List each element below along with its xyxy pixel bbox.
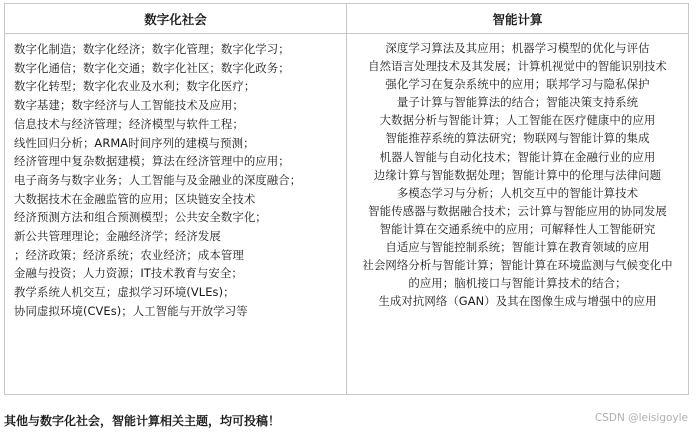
topic-line: 教学系统人机交互；虚拟学习环境(VLEs)；: [14, 285, 235, 300]
topic-line: 生成对抗网络（GAN）及其在图像生成与增强中的应用: [378, 294, 657, 309]
topic-line: 数字基建；数字经济与人工智能技术及应用；: [14, 98, 244, 113]
topics-table: [4, 3, 689, 395]
digital-society-topics: [5, 34, 346, 321]
topic-line: 新公共管理理论；金融经济学；经济发展: [14, 229, 221, 244]
topic-line: 深度学习算法及其应用；机器学习模型的优化与评估: [385, 41, 650, 55]
topic-line: 机器人智能与自动化技术；智能计算在金融行业的应用: [379, 149, 656, 164]
digital-society-cell: [5, 34, 347, 395]
topic-line: 自然语言处理技术及其发展；计算机视觉中的智能识别技术: [368, 59, 667, 74]
topic-line: 多模态学习与分析；人机交互中的智能计算技术: [396, 185, 639, 200]
topic-line: 线性回归分析；ARMA时间序列的建模与预测；: [14, 135, 255, 150]
topic-line: 经济管理中复杂数据建模；算法在经济管理中的应用；: [14, 154, 290, 169]
topic-line: 大数据技术在金融监管的应用；区块链安全技术: [14, 191, 256, 206]
intelligent-computing-topics: [347, 34, 688, 310]
topic-line: 数字化制造；数字化经济；数字化管理；数字化学习；: [14, 42, 290, 56]
topic-line: 经济预测方法和组合预测模型；公共安全数字化；: [14, 210, 267, 225]
topic-line: 智能计算在交通系统中的应用；可解释性人工智能研究: [379, 221, 656, 236]
topic-line: 数字化转型；数字化农业及水利；数字化医疗；: [14, 79, 256, 94]
submission-note: 其他与数字化社会，智能计算相关主题，均可投稿！: [4, 414, 281, 428]
csdn-watermark: CSDN @leisigoyle: [594, 412, 688, 424]
header-row: [5, 4, 689, 34]
topic-line: 金融与投资；人力资源；IT技术教育与安全；: [14, 266, 243, 281]
content-row: [5, 34, 689, 395]
topic-line: 智能传感器与数据融合技术；云计算与智能应用的协同发展: [368, 203, 667, 218]
topic-line: 社会网络分析与智能计算；智能计算在环境监测与气候变化中的应用；脑机接口与智能计算技术的结合；: [362, 258, 673, 291]
topic-line: 电子商务与数字业务；人工智能与及金融业的深度融合；: [14, 172, 302, 187]
topic-line: 量子计算与智能算法的结合；智能决策支持系统: [396, 95, 639, 110]
topic-line: 协同虚拟环境(CVEs)；人工智能与开放学习等: [14, 303, 248, 318]
intelligent-computing-cell: [347, 34, 689, 395]
topic-line: 智能推荐系统的算法研究；物联网与智能计算的集成: [385, 131, 650, 146]
header-digital-society: 数字化社会: [5, 4, 347, 34]
topic-line: 边缘计算与智能数据处理；智能计算中的伦理与法律问题: [373, 167, 662, 182]
topic-line: 数字化通信；数字化交通；数字化社区；数字化政务；: [14, 60, 290, 75]
topic-line: ；经济政策；经济系统；农业经济；成本管理: [14, 247, 244, 262]
topic-line: 自适应与智能控制系统；智能计算在教育领域的应用: [385, 240, 650, 255]
topic-line: 大数据分析与智能计算；人工智能在医疗健康中的应用: [379, 113, 656, 128]
header-intelligent-computing: 智能计算: [347, 4, 689, 34]
topic-line: 强化学习在复杂系统中的应用；联邦学习与隐私保护: [385, 77, 650, 92]
topic-line: 信息技术与经济管理；经济模型与软件工程；: [14, 116, 244, 131]
